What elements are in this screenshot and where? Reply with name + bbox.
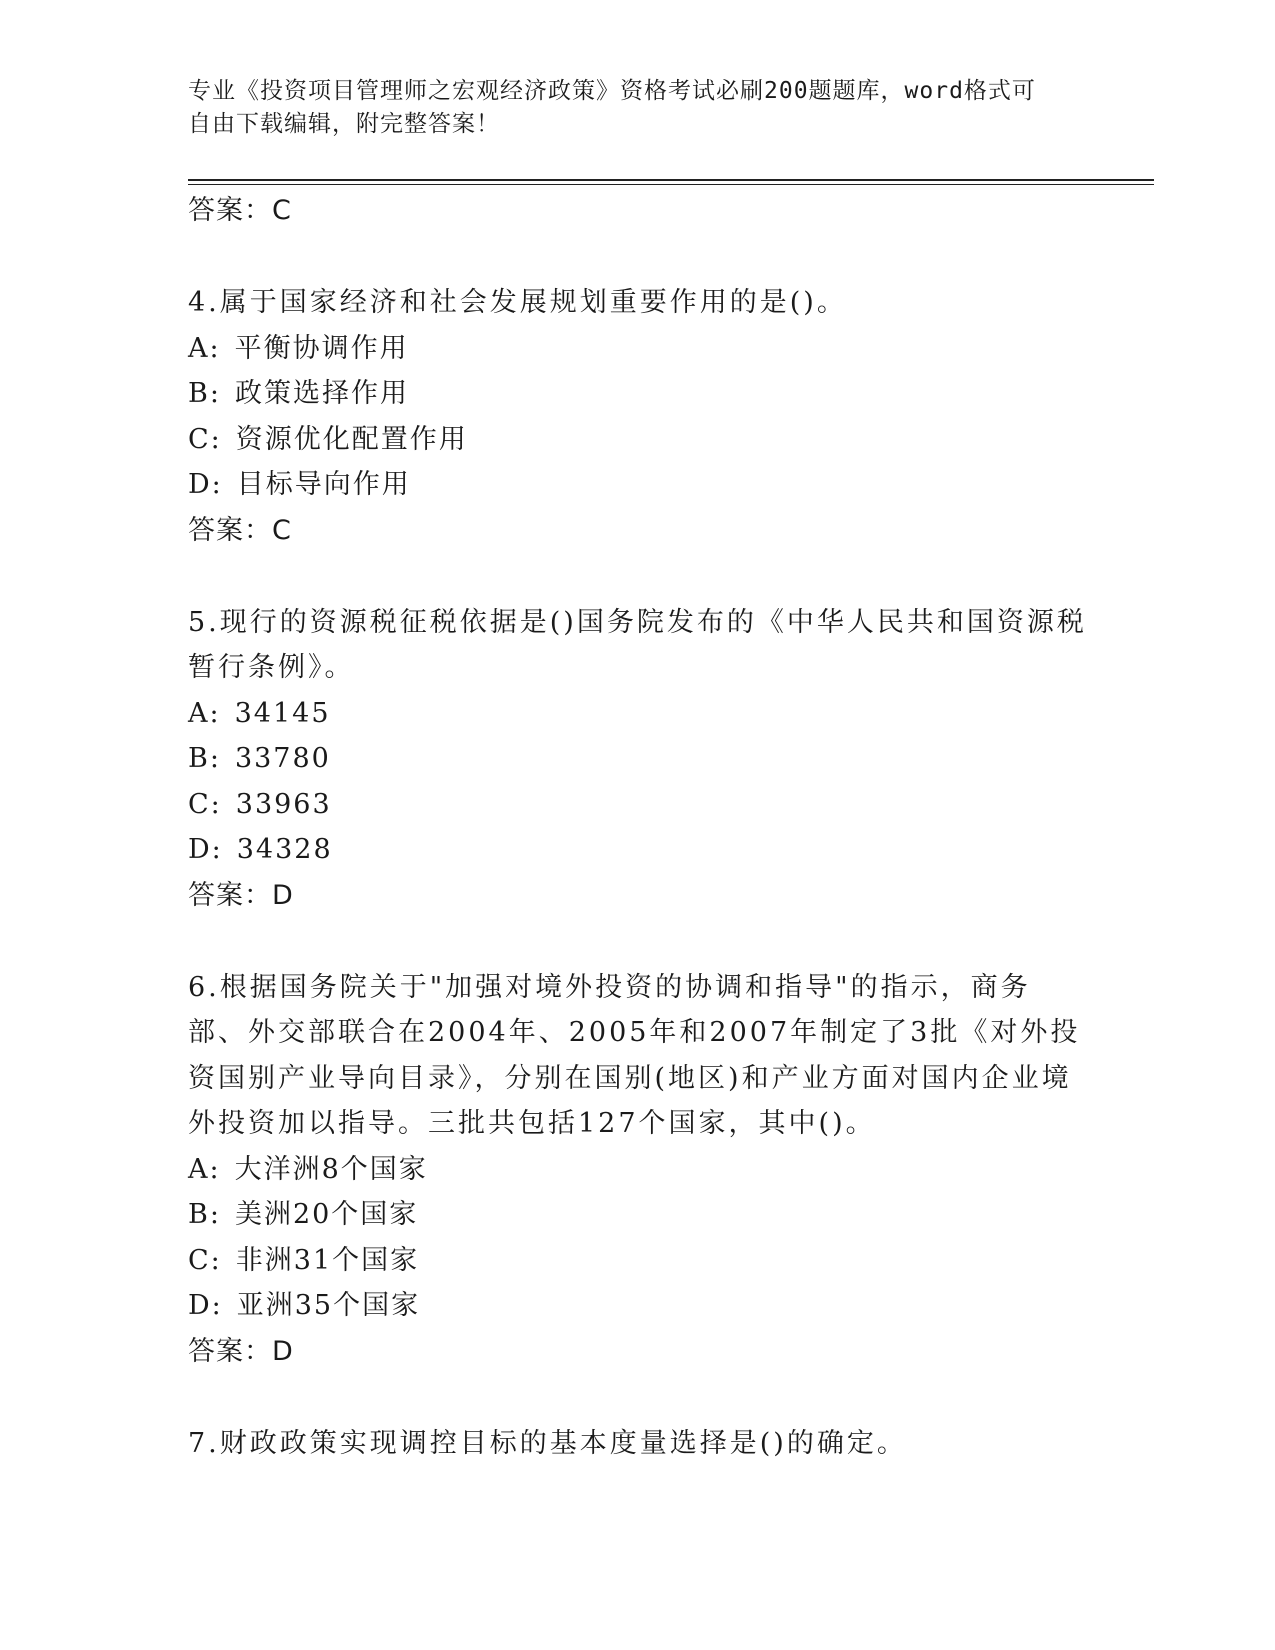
option-letter: C: [188, 423, 222, 455]
option-text: 资源优化配置作用 [235, 423, 468, 455]
option-text: 政策选择作用 [234, 378, 409, 409]
option-letter: D: [188, 469, 223, 500]
answer-line: 答案：C [188, 195, 292, 226]
option-text: 美洲20个国家 [234, 1199, 419, 1230]
option-c [188, 1238, 1088, 1284]
question-text: 5.现行的资源税征税依据是()国务院发布的《中华人民共和国资源税暂行条例》。 [188, 606, 1087, 683]
answer-line: 答案：D [188, 1335, 294, 1367]
answer-line: 答案：D [188, 879, 294, 911]
question-text: 7.财政政策实现调控目标的基本度量选择是()的确定。 [188, 1427, 907, 1459]
option-d [188, 462, 1088, 508]
question-4 [188, 280, 1088, 554]
option-b [188, 1192, 1088, 1238]
question-list [188, 188, 1088, 1466]
option-letter: D: [188, 834, 223, 865]
header-divider-thin [188, 184, 1154, 185]
question-6 [188, 965, 1088, 1375]
option-letter: A: [188, 1153, 221, 1185]
option-text: 平衡协调作用 [234, 332, 409, 364]
question-text: 6.根据国务院关于"加强对境外投资的协调和指导"的指示，商务部、外交部联合在2004年、2005年和2007年制定了3批《对外投资国别产业导向目录》，分别在国别(地区)和产业方面对国内企业境外投资加以指导。三批共包括127个国家，其中()。 [188, 971, 1081, 1139]
option-text: 34328 [236, 834, 333, 865]
header-line-2: 自由下载编辑，附完整答案！ [188, 111, 500, 137]
question-text: 4.属于国家经济和社会发展规划重要作用的是()。 [188, 287, 847, 318]
option-d [188, 827, 1088, 873]
answer-line: 答案：C [188, 514, 292, 546]
option-text: 大洋洲8个国家 [234, 1153, 428, 1185]
option-a [188, 691, 1088, 737]
option-text: 33780 [234, 743, 331, 774]
option-letter: A: [188, 332, 221, 364]
option-a [188, 326, 1088, 372]
header-line-1: 专业《投资项目管理师之宏观经济政策》资格考试必刷200题题库，word格式可 [188, 78, 1036, 104]
header-divider [188, 179, 1154, 181]
option-b [188, 371, 1088, 417]
option-text: 亚洲35个国家 [236, 1290, 421, 1321]
option-text: 33963 [235, 788, 332, 820]
question-7 [188, 1421, 1088, 1467]
option-letter: A: [188, 697, 221, 729]
option-b [188, 736, 1088, 782]
question-5 [188, 600, 1088, 919]
option-c [188, 782, 1088, 828]
option-d [188, 1283, 1088, 1329]
option-text: 34145 [234, 697, 331, 729]
option-text: 非洲31个国家 [235, 1244, 420, 1276]
option-letter: B: [188, 1199, 221, 1230]
option-letter: C: [188, 1244, 222, 1276]
option-letter: B: [188, 743, 221, 774]
option-a [188, 1147, 1088, 1193]
option-c [188, 417, 1088, 463]
option-letter: C: [188, 788, 222, 820]
document-header [188, 75, 1088, 141]
option-letter: D: [188, 1290, 223, 1321]
option-letter: B: [188, 378, 221, 409]
option-text: 目标导向作用 [236, 469, 411, 500]
